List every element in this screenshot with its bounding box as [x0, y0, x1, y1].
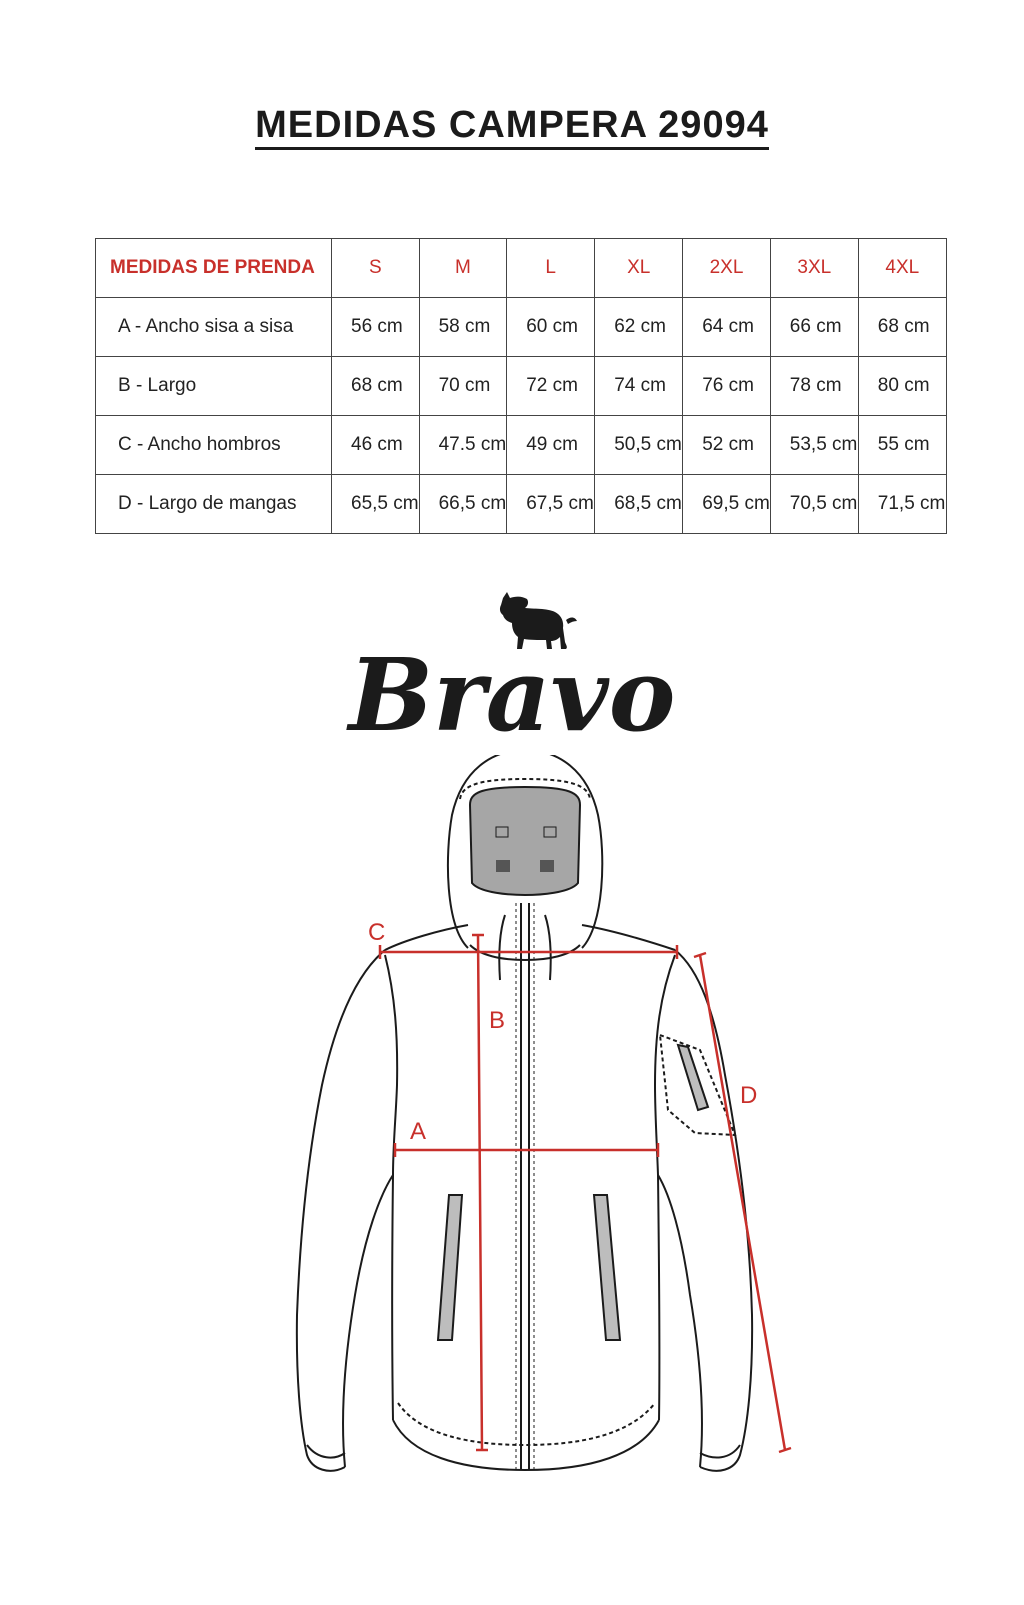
table-cell: 80 cm [858, 357, 946, 416]
table-cell: 64 cm [683, 298, 771, 357]
brand-wordmark: Bravo [348, 636, 676, 750]
table-cell: 62 cm [595, 298, 683, 357]
measurement-lines [380, 935, 791, 1452]
table-cell: 47.5 cm [419, 416, 507, 475]
table-row [96, 357, 947, 416]
table-cell: 72 cm [507, 357, 595, 416]
size-header: 4XL [858, 239, 946, 298]
jacket-diagram [0, 755, 1024, 1575]
size-header: M [419, 239, 507, 298]
table-cell: 66 cm [770, 298, 858, 357]
label-a: A [410, 1118, 427, 1145]
label-d: D [740, 1082, 758, 1109]
table-cell: 60 cm [507, 298, 595, 357]
measure-line-a [395, 1143, 658, 1157]
page-title: MEDIDAS CAMPERA 29094 [0, 104, 1024, 147]
size-header: XL [595, 239, 683, 298]
row-label: A - Ancho sisa a sisa [96, 298, 332, 357]
measure-line-d [694, 953, 791, 1452]
table-cell: 65,5 cm [332, 475, 420, 534]
table-cell: 58 cm [419, 298, 507, 357]
table-cell: 67,5 cm [507, 475, 595, 534]
row-label: D - Largo de mangas [96, 475, 332, 534]
brand-logo [0, 590, 1024, 750]
size-table [95, 238, 947, 534]
table-cell: 70,5 cm [770, 475, 858, 534]
table-cell: 50,5 cm [595, 416, 683, 475]
size-header: 3XL [770, 239, 858, 298]
table-cell: 74 cm [595, 357, 683, 416]
table-header-row [96, 239, 947, 298]
header-label: MEDIDAS DE PRENDA [96, 239, 332, 298]
jacket-outline [297, 755, 752, 1471]
table-cell: 71,5 cm [858, 475, 946, 534]
label-b: B [489, 1007, 506, 1034]
table-row [96, 416, 947, 475]
table-cell: 53,5 cm [770, 416, 858, 475]
table-cell: 55 cm [858, 416, 946, 475]
table-cell: 76 cm [683, 357, 771, 416]
row-label: C - Ancho hombros [96, 416, 332, 475]
row-label: B - Largo [96, 357, 332, 416]
table-cell: 68 cm [332, 357, 420, 416]
table-cell: 49 cm [507, 416, 595, 475]
table-cell: 68 cm [858, 298, 946, 357]
table-row [96, 298, 947, 357]
table-cell: 68,5 cm [595, 475, 683, 534]
measure-line-b [472, 935, 488, 1450]
table-cell: 52 cm [683, 416, 771, 475]
table-cell: 78 cm [770, 357, 858, 416]
size-header: L [507, 239, 595, 298]
table-row [96, 475, 947, 534]
label-c: C [368, 919, 386, 946]
table-cell: 70 cm [419, 357, 507, 416]
table-cell: 69,5 cm [683, 475, 771, 534]
table-cell: 56 cm [332, 298, 420, 357]
table-cell: 46 cm [332, 416, 420, 475]
size-header: S [332, 239, 420, 298]
table-cell: 66,5 cm [419, 475, 507, 534]
size-header: 2XL [683, 239, 771, 298]
